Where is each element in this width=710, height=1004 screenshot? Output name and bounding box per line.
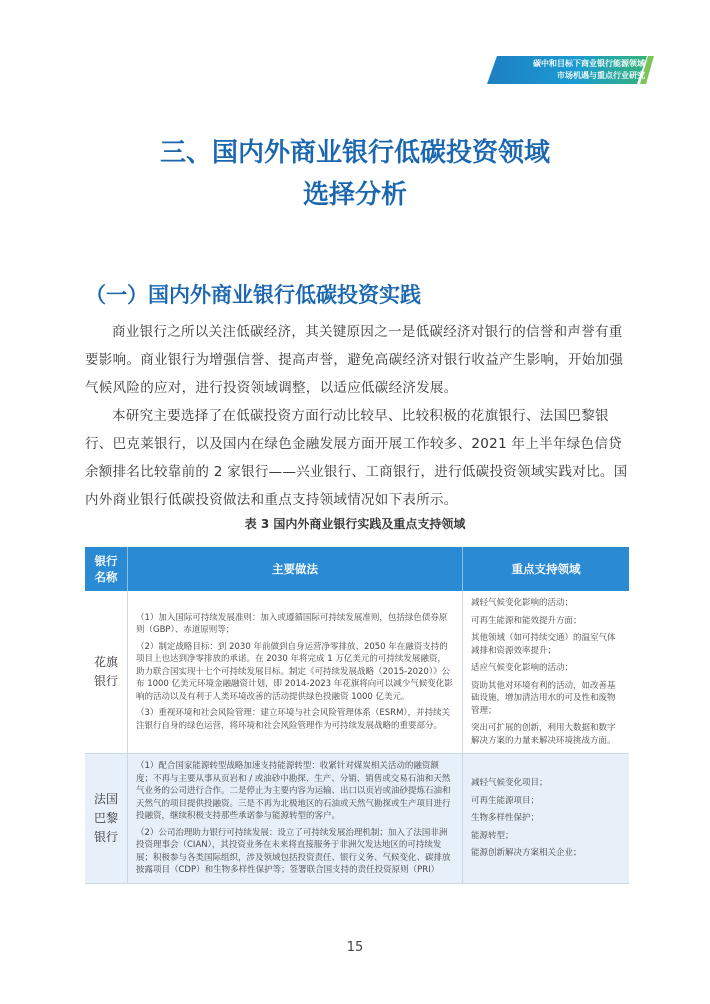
measure-item: （1）加入国际可持续发展准则：加入或遵循国际可持续发展准则，包括绿色债券原则（GBP）、赤道原则等； (136, 612, 448, 636)
areas-cell (463, 754, 630, 884)
bank-name-cell: 法国 巴黎 银行 (85, 754, 128, 884)
header-main-measures: 主要做法 (128, 547, 463, 591)
measure-item: （2）制定战略目标：到 2030 年前做到自身运营净零排放、2050 年在融资支持的项目上也达到净零排放的承诺。在 2030 年将完成 1 万亿美元的可持续发展融资，助力联合国实现十七个可持续发展目标。制定《可持续发展战略（2015-2020）》公布 1000 亿美元环境金融融资计划，即 2014-2023 年花旗将向可以减少气候变化影响的活动以及有利于人类环境改善的活动提供绿色投融资 1000 亿美元。 (136, 641, 453, 702)
section-title: （一）国内外商业银行低碳投资实践 (85, 283, 421, 307)
areas-cell (463, 591, 630, 754)
header-banner-text (497, 58, 651, 82)
area-item: 减轻气候变化影响的活动； (471, 598, 574, 608)
area-item: 减轻气候变化项目； (471, 778, 548, 788)
area-item: 可再生能源项目； (471, 795, 540, 806)
measures-cell (128, 591, 463, 754)
area-item: 资助其他对环境有利的活动，如改善基础设施，增加清洁用水的可及性和废物管理； (471, 680, 616, 716)
area-item: 其他领域（如可持续交通）的温室气体减排和资源效率提升； (471, 633, 616, 656)
measures-cell (128, 754, 463, 884)
header-bank-name: 银行 名称 (85, 547, 128, 591)
area-item: 能源转型； (471, 830, 514, 841)
body-paragraph-2: 本研究主要选择了在低碳投资方面行动比较早、比较积极的花旗银行、法国巴黎银行、巴克莱银行，以及国内在绿色金融发展方面开展工作较多、2021 年上半年绿色信贷余额排名比较靠前的 2 家银行——兴业银行、工商银行，进行低碳投资领域实践对比。国内外商业银行低碳投资做法和重点支持领域情况如下表所示。 (85, 408, 628, 508)
measure-item: （2）公司治理助力银行可持续发展：设立了可持续发展治理机制；加入了法国非洲投资理事会（CIAN），其投资业务在未来将直接服务于非洲欠发达地区的可持续发展；积极参与各类国际组织，涉及领域包括投资责任、银行义务、气候变化、碳排放披露项目（CDP）和生物多样性保护等；签署联合国支持的责任投资原则（PRI） (136, 827, 451, 875)
chapter-title (0, 132, 710, 216)
banner-line-1: 碳中和目标下商业银行能源领域 (533, 59, 645, 68)
bank-name-cell: 花旗 银行 (85, 591, 128, 754)
page-number: 15 (346, 940, 364, 955)
area-item: 突出可扩展的创新，利用大数据和数字解决方案的力量来解决环境挑战方面。 (471, 723, 616, 746)
banner-line-2: 市场机遇与重点行业研究 (557, 71, 645, 80)
area-item: 能源创新解决方案相关企业； (471, 848, 582, 858)
measure-item: （1）配合国家能源转型战略加速支持能源转型：收紧针对煤炭相关活动的融资额度；不再与主要从事从页岩和 / 或油砂中勘探、生产、分销、销售或交易石油和天然气业务的公司进行合作。二是停止为主要内容为运输、出口以页岩或油砂提炼石油和天然气的项目提供投融资。三是不再为北极地区的石油或天然气勘探或生产项目进行投融资，继续积极支持那些承诺参与能源转型的客户。 (136, 761, 451, 821)
table-caption: 表 3 国内外商业银行实践及重点支持领域 (244, 517, 466, 531)
area-item: 生物多样性保护； (471, 813, 540, 823)
table-row-citi (85, 591, 629, 754)
chapter-title-line-1: 三、国内外商业银行低碳投资领域 (159, 138, 550, 168)
table-header-row (85, 547, 629, 591)
chapter-title-line-2: 选择分析 (302, 180, 407, 210)
body-paragraph-1: 商业银行之所以关注低碳经济，其关键原因之一是低碳经济对银行的信誉和声誉有重要影响。商业银行为增强信誉、提高声誉，避免高碳经济对银行收益产生影响，开始加强气候风险的应对，进行投资领域调整，以适应低碳经济发展。 (85, 324, 624, 396)
table-row-bnp (85, 754, 629, 884)
practice-table (85, 547, 629, 884)
area-item: 适应气候变化影响的活动； (471, 663, 574, 673)
measure-item: （3）重视环境和社会风险管理：建立环境与社会风险管理体系（ESRM），并持续关注银行自身的绿色运营，将环境和社会风险管理作为可持续发展战略的重要部分。 (136, 708, 451, 731)
header-key-areas: 重点支持领域 (463, 547, 630, 591)
area-item: 可再生能源和能效提升方面； (471, 615, 582, 626)
